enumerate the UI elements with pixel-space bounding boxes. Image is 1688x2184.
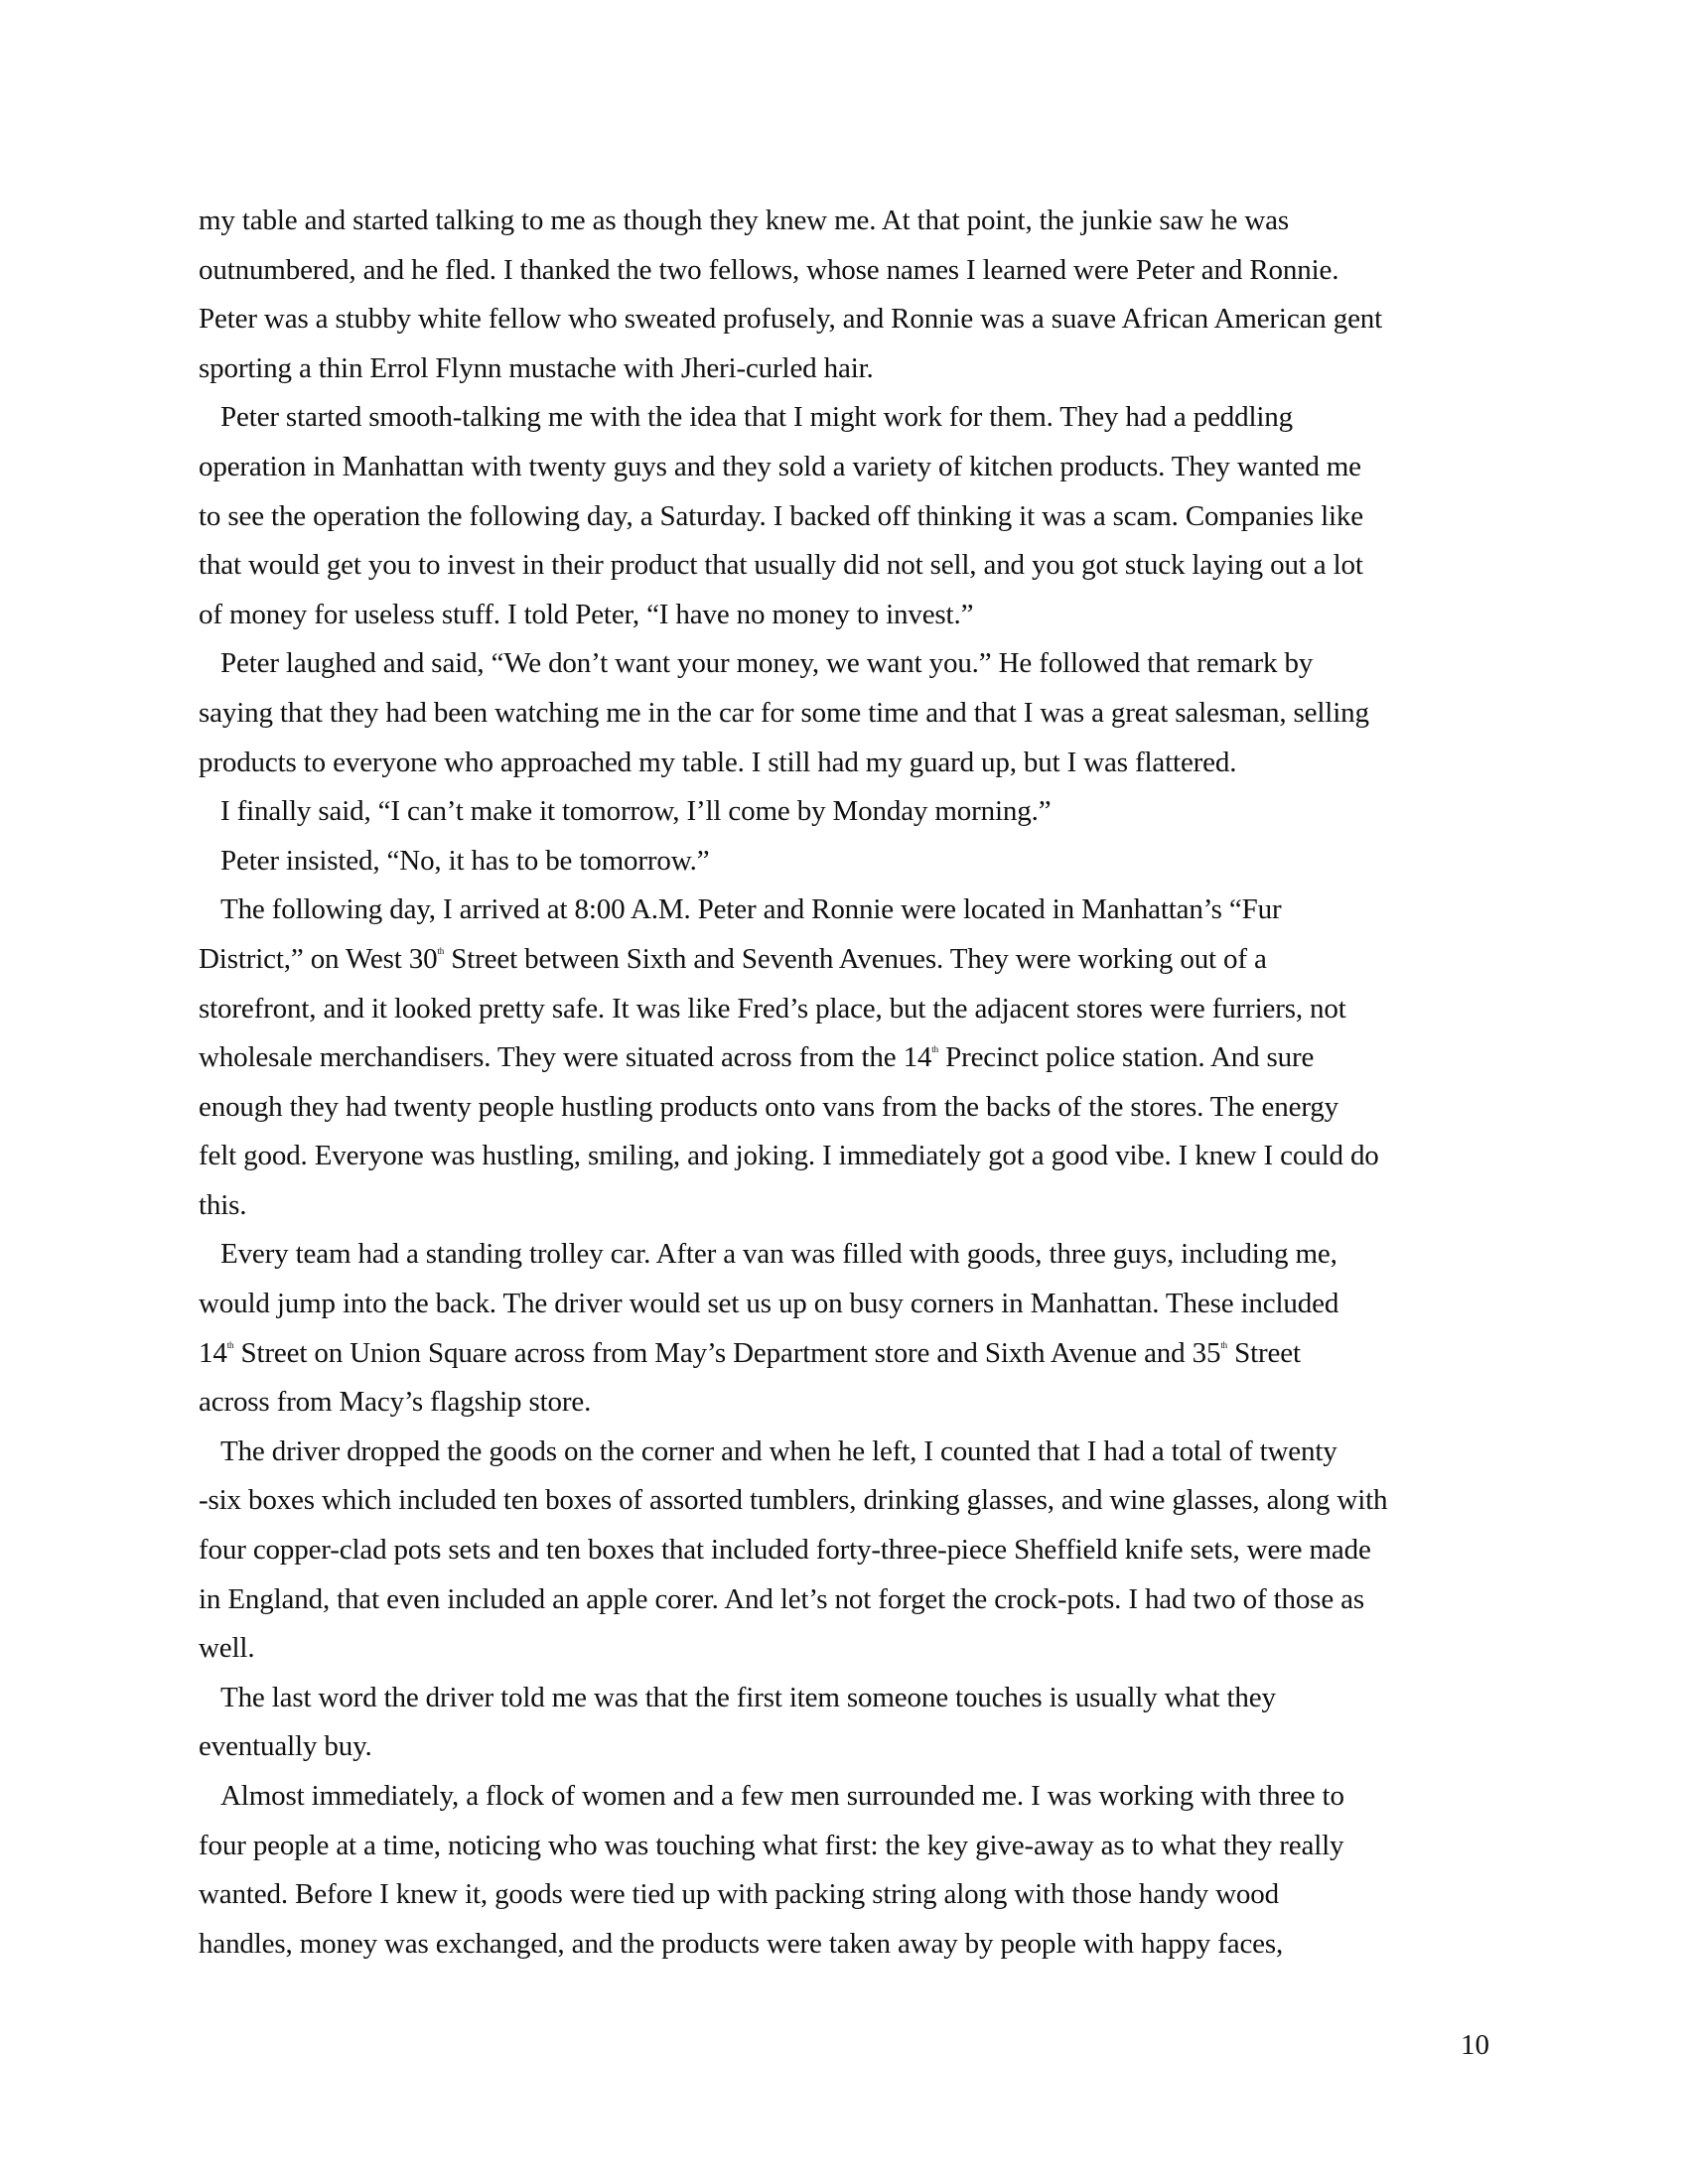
text-segment: this. bbox=[199, 1188, 247, 1221]
text-segment: handles, money was exchanged, and the products were taken away by people with happy faces, bbox=[199, 1927, 1284, 1960]
ordinal-superscript: th bbox=[437, 945, 445, 956]
text-segment: The driver dropped the goods on the corner and when he left, I counted that I had a total of twenty bbox=[220, 1434, 1337, 1467]
text-line bbox=[199, 689, 1489, 739]
text-segment: The last word the driver told me was that the first item someone touches is usually what they bbox=[220, 1681, 1276, 1713]
text-line bbox=[199, 344, 1489, 394]
text-line bbox=[199, 1624, 1489, 1674]
text-line bbox=[199, 295, 1489, 344]
text-segment: my table and started talking to me as though they knew me. At that point, the junkie saw he was bbox=[199, 205, 1289, 236]
text-segment: Precinct police station. And sure bbox=[937, 1041, 1315, 1074]
text-line bbox=[199, 1870, 1489, 1920]
text-segment: saying that they had been watching me in the car for some time and that I was a great salesman, selling bbox=[199, 696, 1369, 729]
text-segment: Street on Union Square across from May’s Department store and Sixth Avenue and 35 bbox=[233, 1336, 1221, 1369]
text-line bbox=[199, 837, 1489, 887]
text-line bbox=[199, 1526, 1489, 1575]
text-line bbox=[199, 393, 1489, 443]
text-segment: -six boxes which included ten boxes of assorted tumblers, drinking glasses, and wine glasses, along with bbox=[199, 1484, 1388, 1517]
text-segment: wanted. Before I knew it, goods were tied up with packing string along with those handy wood bbox=[199, 1878, 1279, 1911]
text-segment: in England, that even included an apple corer. And let’s not forget the crock-pots. I had two of those as bbox=[199, 1582, 1365, 1615]
text-line bbox=[199, 591, 1489, 640]
text-line bbox=[199, 886, 1489, 935]
text-line bbox=[199, 1230, 1489, 1280]
text-line bbox=[199, 1575, 1489, 1625]
text-segment: Almost immediately, a flock of women and a few men surrounded me. I was working with three to bbox=[220, 1780, 1344, 1812]
text-line bbox=[199, 443, 1489, 492]
text-segment: Peter insisted, “No, it has to be tomorrow.” bbox=[220, 844, 710, 877]
text-segment: would jump into the back. The driver would set us up on busy corners in Manhattan. These included bbox=[199, 1288, 1339, 1320]
text-segment: enough they had twenty people hustling products onto vans from the backs of the stores. The energy bbox=[199, 1090, 1339, 1123]
text-segment: 14 bbox=[199, 1336, 227, 1369]
text-segment: District,” on West 30 bbox=[199, 942, 438, 975]
text-segment: eventually buy. bbox=[199, 1730, 372, 1763]
text-line bbox=[199, 1428, 1489, 1477]
text-line bbox=[199, 1083, 1489, 1133]
text-line bbox=[199, 246, 1489, 296]
text-line bbox=[199, 1132, 1489, 1181]
text-line bbox=[199, 1920, 1489, 1970]
text-segment: storefront, and it looked pretty safe. It was like Fred’s place, but the adjacent stores were furriers, not bbox=[199, 992, 1346, 1024]
text-segment: four copper-clad pots sets and ten boxes that included forty-three-piece Sheffield knife sets, were made bbox=[199, 1534, 1371, 1567]
text-line bbox=[199, 1674, 1489, 1723]
text-segment: four people at a time, noticing who was touching what first: the key give-away as to what they really bbox=[199, 1829, 1344, 1861]
text-segment: I finally said, “I can’t make it tomorrow, I’ll come by Monday morning.” bbox=[220, 795, 1052, 828]
text-segment: Peter laughed and said, “We don’t want your money, we want you.” He followed that remark by bbox=[220, 647, 1314, 680]
text-line bbox=[199, 1033, 1489, 1083]
text-line bbox=[199, 787, 1489, 837]
text-line bbox=[199, 1722, 1489, 1772]
text-line bbox=[199, 1772, 1489, 1822]
text-segment: that would get you to invest in their product that usually did not sell, and you got stuck laying out a lot bbox=[199, 549, 1363, 582]
text-line bbox=[199, 935, 1489, 985]
text-segment: Peter was a stubby white fellow who sweated profusely, and Ronnie was a suave African American gent bbox=[199, 303, 1383, 336]
text-line bbox=[199, 541, 1489, 591]
text-segment: sporting a thin Errol Flynn mustache with Jheri-curled hair. bbox=[199, 351, 874, 384]
text-line bbox=[199, 1822, 1489, 1871]
text-line bbox=[199, 1280, 1489, 1329]
text-segment: products to everyone who approached my table. I still had my guard up, but I was flattered. bbox=[199, 746, 1237, 778]
text-segment: Street bbox=[1227, 1336, 1301, 1369]
text-segment: across from Macy’s flagship store. bbox=[199, 1386, 592, 1419]
ordinal-superscript: th bbox=[226, 1339, 234, 1350]
page-number: 10 bbox=[1461, 2029, 1489, 2061]
text-segment: to see the operation the following day, a Saturday. I backed off thinking it was a scam. Companies like bbox=[199, 499, 1363, 532]
text-line bbox=[199, 492, 1489, 542]
text-line bbox=[199, 1329, 1489, 1379]
text-line bbox=[199, 1476, 1489, 1526]
text-line bbox=[199, 1378, 1489, 1428]
text-segment: Peter started smooth-talking me with the idea that I might work for them. They had a peddling bbox=[220, 401, 1294, 434]
ordinal-superscript: th bbox=[931, 1044, 938, 1055]
text-segment: outnumbered, and he fled. I thanked the two fellows, whose names I learned were Peter and Ronnie. bbox=[199, 253, 1339, 286]
text-line bbox=[199, 197, 1489, 246]
text-segment: well. bbox=[199, 1632, 255, 1665]
text-segment: Street between Sixth and Seventh Avenues. They were working out of a bbox=[444, 942, 1267, 975]
text-line bbox=[199, 1181, 1489, 1231]
text-line bbox=[199, 985, 1489, 1034]
text-segment: Every team had a standing trolley car. After a van was filled with goods, three guys, including me, bbox=[220, 1238, 1337, 1271]
text-segment: The following day, I arrived at 8:00 A.M. Peter and Ronnie were located in Manhattan’s “Fur bbox=[220, 893, 1282, 926]
text-segment: wholesale merchandisers. They were situated across from the 14 bbox=[199, 1041, 932, 1074]
ordinal-superscript: th bbox=[1220, 1339, 1228, 1350]
text-segment: operation in Manhattan with twenty guys and they sold a variety of kitchen products. They wanted me bbox=[199, 450, 1361, 482]
text-line bbox=[199, 639, 1489, 689]
text-segment: of money for useless stuff. I told Peter, “I have no money to invest.” bbox=[199, 598, 974, 630]
body-text bbox=[199, 197, 1489, 1969]
text-segment: felt good. Everyone was hustling, smiling, and joking. I immediately got a good vibe. I knew I could do bbox=[199, 1140, 1379, 1172]
text-line bbox=[199, 739, 1489, 788]
